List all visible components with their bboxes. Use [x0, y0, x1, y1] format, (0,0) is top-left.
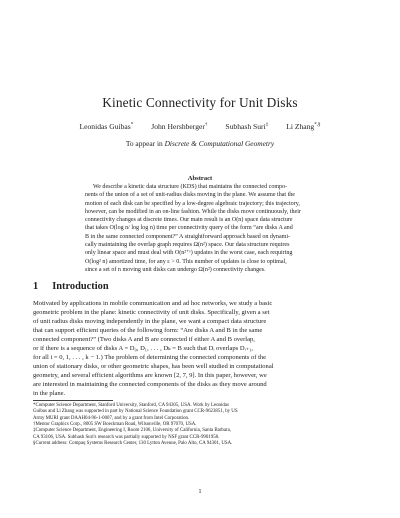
abstract-line: nents of the union of a set of unit-radius disks moving in the plane. We assume that the	[85, 192, 295, 199]
body-line: geometric problem in the plane: kinetic connectivity of unit disks. Specifically, given a set	[33, 309, 270, 317]
body-line: Motivated by applications in mobile communication and ad hoc networks, we study a basic	[33, 300, 273, 307]
page-number: 1	[198, 488, 202, 495]
footnote-line: Army MURI grant DAAH04-96-1-0007, and by a grant from Intel Corporation.	[33, 415, 190, 421]
body-line: geometry, and several efficient algorithms are known [2, 7, 9]. In this paper, however, we	[33, 372, 267, 380]
footnote-rule	[33, 400, 113, 401]
author-name: Li Zhang	[286, 122, 315, 131]
author-mark: *	[130, 122, 134, 128]
abstract-line: however, can be modified in an on-line fashion. While the disks move continuously, their	[85, 208, 301, 215]
author	[286, 122, 320, 131]
abstract-line: motion of each disk can be specified by a low-degree algebraic trajectory; this trajectory,	[85, 200, 300, 207]
author	[80, 122, 134, 131]
author-list	[0, 122, 400, 131]
body-line: of unit radius disks moving independently in the plane, we want a compact data structure	[33, 318, 267, 326]
footnote-line: §Current address: Compaq Systems Research Center, 130 Lytton Avenue, Palo Alto, CA 94301, USA.	[33, 441, 233, 447]
section-title: Introduction	[52, 281, 109, 292]
footnote-line: *Computer Science Department, Stanford University, Stanford, CA 94305, USA. Work by Leonidas	[33, 403, 229, 408]
body-line: connected component?” (Two disks A and B are connected if either A and B overlap,	[33, 336, 255, 344]
author-mark: ‡	[265, 122, 269, 128]
section-heading	[33, 281, 123, 292]
abstract-line: only linear space and must deal with O(n²⁺ᵋ) updates in the worst case, each requiring	[85, 250, 293, 257]
footnote-line: †Mentor Graphics Corp., 8005 SW Boeckman Road, Wilsonville, OR 97070, USA.	[33, 422, 197, 428]
footnotes	[33, 403, 373, 447]
abstract-line: B in the same connected component?” A straightforward approach based on dynami-	[85, 233, 291, 240]
abstract-line: O(log² n) amortized time, for any ε > 0. This number of updates is close to optimal,	[85, 258, 287, 265]
abstract-line: that takes O(log n/ log log n) time per connectivity query of the form “are disks A and	[85, 225, 293, 232]
body-line: are interested in maintaining the connected components of the disks as they move around	[33, 381, 267, 389]
section-number: 1	[33, 281, 39, 292]
author-name: Leonidas Guibas	[79, 122, 131, 131]
venue-name: Discrete & Computational Geometry	[164, 139, 275, 148]
footnote-line: ‡Computer Science Department, Engineering I, Room 2106, University of California, Santa Barbara,	[33, 428, 232, 434]
author	[225, 122, 268, 131]
abstract-line: cally maintaining the overlap graph requires Ω(n²) space. Our data structure requires	[85, 242, 290, 249]
abstract-line: since a set of n moving unit disks can undergo Ω(n²) connectivity changes.	[85, 266, 266, 273]
body-line: or if there is a sequence of disks A = D₀, D₁, . . . , Dₖ = B such that Dᵢ overlaps Dᵢ₊₁,	[33, 345, 254, 353]
author-mark: *,§	[314, 122, 321, 128]
author	[151, 122, 207, 131]
author-name: Subhash Suri	[225, 122, 266, 131]
intro-paragraph	[33, 299, 368, 399]
author-name: John Hershberger	[151, 122, 205, 131]
abstract-line: We describe a kinetic data structure (KDS) that maintains the connected compo-	[93, 184, 288, 190]
abstract-line: connectivity changes at discrete times. Our main result is an O(n) space data structure	[85, 217, 293, 224]
venue-note	[0, 139, 400, 148]
author-mark: †	[204, 122, 208, 128]
body-line: that can support efficient queries of the following form: “Are disks A and B in the same	[33, 327, 263, 335]
footnote-line: Guibas and Li Zhang was supported in part by National Science Foundation grant CCR-9623851, by US	[33, 409, 238, 415]
venue-prefix: To appear in	[125, 139, 165, 148]
abstract-heading: Abstract	[187, 175, 213, 182]
body-line: union of stationary disks, or other geometric shapes, has been well studied in computational	[33, 363, 274, 371]
abstract-body	[85, 183, 317, 274]
body-line: for all i = 0, 1, . . . , k − 1.) The problem of determining the connected components of the	[33, 354, 267, 362]
body-line: in the plane.	[33, 390, 66, 398]
paper-title: Kinetic Connectivity for Unit Disks	[102, 95, 298, 110]
footnote-line: CA 93106, USA. Subhash Suri's research was partially supported by NSF grant CCR-9901958.	[33, 434, 220, 440]
